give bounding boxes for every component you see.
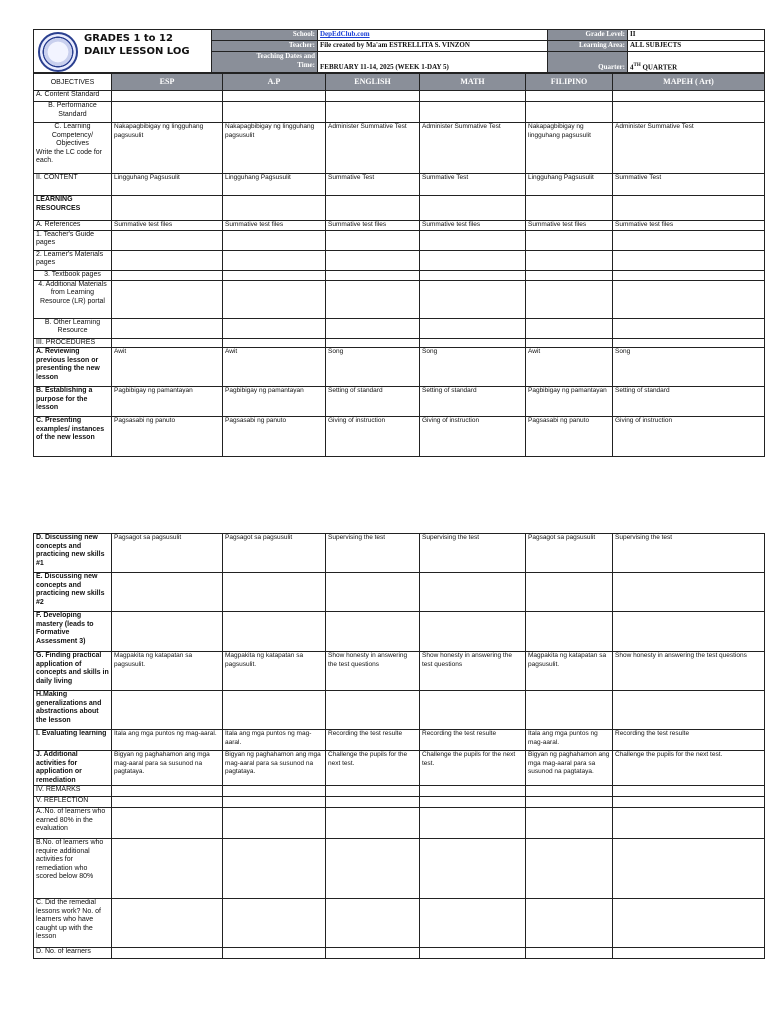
cell-english: Administer Summative Test <box>326 123 420 174</box>
table-row <box>34 417 765 457</box>
cell-esp: Pagbibigay ng pamantayan <box>112 387 223 417</box>
cell-english <box>326 318 420 338</box>
cell-a-p <box>223 797 326 808</box>
table-row <box>34 691 765 730</box>
cell-english: Challenge the pupils for the next test. <box>326 751 420 786</box>
cell-esp: Bigyan ng paghahamon ang mga mag-aaral para sa susunod na pagtataya. <box>112 751 223 786</box>
cell-english: Recording the test resulte <box>326 730 420 751</box>
table-row <box>34 280 765 318</box>
cell-english: Giving of instruction <box>326 417 420 457</box>
lesson-log-page-1 <box>33 29 764 457</box>
cell-filipino <box>526 797 613 808</box>
cell-esp <box>112 250 223 270</box>
cell-mapeh-art <box>613 196 765 221</box>
cell-a-p: Pagsagot sa pagsusulit <box>223 534 326 573</box>
row-label-h-making-generalizations-and-abstraction: H.Making generalizations and abstractions about the lesson <box>34 691 112 730</box>
cell-math <box>420 786 526 797</box>
row-label-f-developing-mastery-leads-to-formative-: F. Developing mastery (leads to Formative Assessment 3) <box>34 612 112 652</box>
row-label-learning-resources: LEARNING RESOURCES <box>34 196 112 221</box>
cell-a-p <box>223 318 326 338</box>
cell-a-p: Lingguhang Pagsusulit <box>223 174 326 196</box>
cell-mapeh-art <box>613 797 765 808</box>
cell-filipino <box>526 318 613 338</box>
cell-esp <box>112 230 223 250</box>
cell-math <box>420 338 526 348</box>
area-value: ALL SUBJECTS <box>628 41 765 52</box>
cell-filipino <box>526 808 613 839</box>
cell-a-p: Awit <box>223 348 326 387</box>
subject-header-esp: ESP <box>112 74 223 91</box>
cell-filipino: Pagsagot sa pagsusulit <box>526 534 613 573</box>
table-row <box>34 102 765 123</box>
cell-esp: Lingguhang Pagsusulit <box>112 174 223 196</box>
table-row <box>34 612 765 652</box>
row-label-iii-procedures: III. PROCEDURES <box>34 338 112 348</box>
cell-english <box>326 948 420 959</box>
cell-mapeh-art <box>613 338 765 348</box>
cell-math: Setting of standard <box>420 387 526 417</box>
table-row <box>34 196 765 221</box>
cell-english <box>326 808 420 839</box>
title-line-2: DAILY LESSON LOG <box>84 46 190 57</box>
cell-english <box>326 691 420 730</box>
cell-a-p: Pagbibigay ng pamantayan <box>223 387 326 417</box>
cell-math: Recording the test resulte <box>420 730 526 751</box>
cell-filipino: Magpakita ng katapatan sa pagsusulit. <box>526 652 613 691</box>
cell-english <box>326 839 420 899</box>
cell-mapeh-art <box>613 839 765 899</box>
table-row <box>34 123 765 174</box>
cell-esp <box>112 573 223 612</box>
cell-english <box>326 196 420 221</box>
cell-mapeh-art: Supervising the test <box>613 534 765 573</box>
row-label-1-teacher-s-guide-pages: 1. Teacher's Guide pages <box>34 230 112 250</box>
cell-esp <box>112 612 223 652</box>
cell-a-p <box>223 573 326 612</box>
cell-mapeh-art <box>613 230 765 250</box>
cell-math <box>420 612 526 652</box>
cell-math <box>420 691 526 730</box>
cell-math <box>420 250 526 270</box>
cell-a-p: Summative test files <box>223 221 326 231</box>
cell-math: Giving of instruction <box>420 417 526 457</box>
cell-esp <box>112 839 223 899</box>
cell-filipino <box>526 948 613 959</box>
table-row <box>34 250 765 270</box>
table-row <box>34 534 765 573</box>
cell-math: Challenge the pupils for the next test. <box>420 751 526 786</box>
cell-filipino: Nakapagbibigay ng lingguhang pagsusulit <box>526 123 613 174</box>
cell-english <box>326 280 420 318</box>
cell-filipino: Bigyan ng paghahamon ang mga mag-aaral para sa susunod na pagtataya. <box>526 751 613 786</box>
cell-esp <box>112 808 223 839</box>
cell-math <box>420 230 526 250</box>
cell-esp <box>112 318 223 338</box>
cell-english: Summative Test <box>326 174 420 196</box>
cell-english: Setting of standard <box>326 387 420 417</box>
cell-filipino <box>526 102 613 123</box>
table-row <box>34 899 765 948</box>
cell-math <box>420 318 526 338</box>
cell-english <box>326 91 420 102</box>
cell-esp <box>112 196 223 221</box>
row-label-g-finding-practical-application-of-conce: G. Finding practical application of concepts and skills in daily living <box>34 652 112 691</box>
cell-english: Show honesty in answering the test questions <box>326 652 420 691</box>
cell-mapeh-art <box>613 250 765 270</box>
row-label-a-references: A. References <box>34 221 112 231</box>
row-label-c-presenting-examples-instances-of-the-n: C. Presenting examples/ instances of the new lesson <box>34 417 112 457</box>
cell-esp <box>112 797 223 808</box>
row-label-b-no-of-learners-who-require-additional-: B.No. of learners who require additional activities for remediation who scored below 80% <box>34 839 112 899</box>
cell-english <box>326 230 420 250</box>
table-row <box>34 652 765 691</box>
cell-filipino: Itala ang mga puntos ng mag-aaral. <box>526 730 613 751</box>
title-block <box>34 30 212 73</box>
cell-mapeh-art <box>613 691 765 730</box>
table-row <box>34 318 765 338</box>
row-label-i-evaluating-learning: I. Evaluating learning <box>34 730 112 751</box>
cell-a-p <box>223 91 326 102</box>
row-label-c-learning-competency-objectives: C. Learning Competency/ Objectives Write the LC code for each. <box>34 123 112 174</box>
quarter-value: 4TH QUARTER <box>628 52 765 73</box>
table-row <box>34 786 765 797</box>
cell-math <box>420 573 526 612</box>
row-label-j-additional-activities-for-application-: J. Additional activities for application or remediation <box>34 751 112 786</box>
cell-a-p: Magpakita ng katapatan sa pagsusulit. <box>223 652 326 691</box>
cell-a-p: Itala ang mga puntos ng mag-aaral. <box>223 730 326 751</box>
cell-english <box>326 102 420 123</box>
objectives-header: OBJECTIVES <box>34 74 112 91</box>
cell-filipino: Lingguhang Pagsusulit <box>526 174 613 196</box>
cell-filipino: Summative test files <box>526 221 613 231</box>
table-row <box>34 230 765 250</box>
cell-english <box>326 338 420 348</box>
row-label-a-reviewing-previous-lesson-or-presentin: A. Reviewing previous lesson or presenting the new lesson <box>34 348 112 387</box>
cell-mapeh-art: Setting of standard <box>613 387 765 417</box>
cell-english: Supervising the test <box>326 534 420 573</box>
cell-esp: Nakapagbibigay ng lingguhang pagsusulit <box>112 123 223 174</box>
row-label-c-did-the-remedial-lessons-work-no-of-le: C. Did the remedial lessons work? No. of learners who have caught up with the lesson <box>34 899 112 948</box>
cell-a-p <box>223 230 326 250</box>
cell-esp <box>112 786 223 797</box>
dates-label: Teaching Dates and Time: <box>212 52 318 73</box>
table-row <box>34 338 765 348</box>
cell-math <box>420 948 526 959</box>
cell-filipino <box>526 839 613 899</box>
cell-esp: Magpakita ng katapatan sa pagsusulit. <box>112 652 223 691</box>
lesson-log-page-2 <box>33 533 764 959</box>
school-link[interactable]: DepEdClub.com <box>320 30 370 38</box>
lesson-table-part-2 <box>33 533 765 959</box>
table-row <box>34 808 765 839</box>
cell-filipino: Pagsasabi ng panuto <box>526 417 613 457</box>
cell-a-p: Bigyan ng paghahamon ang mga mag-aaral para sa susunod na pagtataya. <box>223 751 326 786</box>
cell-filipino <box>526 270 613 280</box>
cell-math <box>420 839 526 899</box>
grade-value: II <box>628 30 765 41</box>
table-row <box>34 948 765 959</box>
cell-mapeh-art <box>613 948 765 959</box>
cell-esp: Pagsasabi ng panuto <box>112 417 223 457</box>
cell-mapeh-art: Summative Test <box>613 174 765 196</box>
dates-value: FEBRUARY 11-14, 2025 (WEEK 1-DAY 5) <box>318 52 548 73</box>
cell-mapeh-art <box>613 899 765 948</box>
subject-header-english: ENGLISH <box>326 74 420 91</box>
row-label-d-no-of-learners: D. No. of learners <box>34 948 112 959</box>
table-row <box>34 730 765 751</box>
cell-mapeh-art: Challenge the pupils for the next test. <box>613 751 765 786</box>
cell-english: Summative test files <box>326 221 420 231</box>
row-label-a-content-standard: A. Content Standard <box>34 91 112 102</box>
cell-math <box>420 102 526 123</box>
cell-a-p: Nakapagbibigay ng lingguhang pagsusulit <box>223 123 326 174</box>
cell-a-p <box>223 250 326 270</box>
cell-filipino <box>526 899 613 948</box>
cell-a-p <box>223 691 326 730</box>
school-label: School: <box>212 30 318 41</box>
cell-a-p <box>223 948 326 959</box>
cell-math <box>420 270 526 280</box>
cell-mapeh-art <box>613 612 765 652</box>
cell-a-p <box>223 196 326 221</box>
cell-mapeh-art: Administer Summative Test <box>613 123 765 174</box>
row-label-iv-remarks: IV. REMARKS <box>34 786 112 797</box>
table-row <box>34 839 765 899</box>
deped-seal-logo <box>38 32 78 72</box>
cell-mapeh-art <box>613 318 765 338</box>
cell-a-p <box>223 786 326 797</box>
cell-mapeh-art <box>613 91 765 102</box>
table-row <box>34 174 765 196</box>
cell-english <box>326 270 420 280</box>
cell-filipino <box>526 338 613 348</box>
cell-a-p <box>223 338 326 348</box>
cell-mapeh-art: Summative test files <box>613 221 765 231</box>
cell-esp <box>112 948 223 959</box>
cell-esp: Itala ang mga puntos ng mag-aaral. <box>112 730 223 751</box>
row-label-b-other-learning-resource: B. Other Learning Resource <box>34 318 112 338</box>
cell-math: Summative Test <box>420 174 526 196</box>
cell-filipino <box>526 280 613 318</box>
cell-esp <box>112 102 223 123</box>
cell-esp <box>112 338 223 348</box>
cell-a-p <box>223 839 326 899</box>
cell-math: Song <box>420 348 526 387</box>
cell-filipino <box>526 196 613 221</box>
cell-filipino <box>526 250 613 270</box>
cell-filipino <box>526 691 613 730</box>
cell-a-p <box>223 808 326 839</box>
cell-esp: Pagsagot sa pagsusulit <box>112 534 223 573</box>
cell-mapeh-art: Song <box>613 348 765 387</box>
area-label: Learning Area: <box>548 41 628 52</box>
cell-filipino: Pagbibigay ng pamantayan <box>526 387 613 417</box>
row-label-b-establishing-a-purpose-for-the-lesson: B. Establishing a purpose for the lesson <box>34 387 112 417</box>
table-row <box>34 387 765 417</box>
title-line-1: GRADES 1 to 12 <box>84 33 173 44</box>
cell-a-p <box>223 612 326 652</box>
cell-mapeh-art <box>613 786 765 797</box>
cell-math <box>420 808 526 839</box>
cell-mapeh-art <box>613 102 765 123</box>
cell-math: Administer Summative Test <box>420 123 526 174</box>
subject-header-mapeh-art: MAPEH ( Art) <box>613 74 765 91</box>
row-label-4-additional-materials-from-learning-res: 4. Additional Materials from Learning Resource (LR) portal <box>34 280 112 318</box>
table-row <box>34 270 765 280</box>
cell-esp <box>112 91 223 102</box>
subject-header-math: MATH <box>420 74 526 91</box>
header-table <box>33 29 765 73</box>
cell-english: Song <box>326 348 420 387</box>
cell-math <box>420 196 526 221</box>
cell-mapeh-art: Show honesty in answering the test questions <box>613 652 765 691</box>
cell-filipino <box>526 612 613 652</box>
cell-filipino: Awit <box>526 348 613 387</box>
row-label-ii-content: II. CONTENT <box>34 174 112 196</box>
cell-math: Supervising the test <box>420 534 526 573</box>
cell-mapeh-art <box>613 270 765 280</box>
cell-filipino <box>526 786 613 797</box>
cell-a-p <box>223 280 326 318</box>
cell-mapeh-art <box>613 280 765 318</box>
grade-label: Grade Level: <box>548 30 628 41</box>
cell-esp <box>112 899 223 948</box>
cell-english <box>326 797 420 808</box>
cell-a-p <box>223 899 326 948</box>
cell-english <box>326 612 420 652</box>
lesson-table-part-1 <box>33 73 765 457</box>
cell-math: Show honesty in answering the test questions <box>420 652 526 691</box>
row-label-3-textbook-pages: 3. Textbook pages <box>34 270 112 280</box>
cell-a-p <box>223 102 326 123</box>
cell-mapeh-art: Recording the test resulte <box>613 730 765 751</box>
cell-esp: Awit <box>112 348 223 387</box>
cell-filipino <box>526 573 613 612</box>
table-row <box>34 348 765 387</box>
cell-a-p: Pagsasabi ng panuto <box>223 417 326 457</box>
cell-filipino <box>526 91 613 102</box>
cell-math <box>420 91 526 102</box>
row-label-d-discussing-new-concepts-and-practicing: D. Discussing new concepts and practicing new skills #1 <box>34 534 112 573</box>
row-label-a-no-of-learners-who-earned-80-in-the-ev: A..No. of learners who earned 80% in the evaluation <box>34 808 112 839</box>
subject-header-filipino: FILIPINO <box>526 74 613 91</box>
table-row <box>34 797 765 808</box>
cell-english <box>326 250 420 270</box>
quarter-label: Quarter: <box>548 52 628 73</box>
cell-mapeh-art <box>613 573 765 612</box>
teacher-value: File created by Ma'am ESTRELLITA S. VINZON <box>318 41 548 52</box>
cell-english <box>326 786 420 797</box>
row-label-b-performance-standard: B. Performance Standard <box>34 102 112 123</box>
row-label-e-discussing-new-concepts-and-practicing: E. Discussing new concepts and practicing new skills #2 <box>34 573 112 612</box>
cell-english <box>326 899 420 948</box>
table-row <box>34 573 765 612</box>
cell-esp <box>112 691 223 730</box>
cell-mapeh-art: Giving of instruction <box>613 417 765 457</box>
table-row <box>34 221 765 231</box>
cell-math <box>420 280 526 318</box>
row-label-v-reflection: V. REFLECTION <box>34 797 112 808</box>
table-row <box>34 751 765 786</box>
cell-esp <box>112 280 223 318</box>
cell-a-p <box>223 270 326 280</box>
teacher-label: Teacher: <box>212 41 318 52</box>
cell-math <box>420 899 526 948</box>
cell-math: Summative test files <box>420 221 526 231</box>
cell-esp: Summative test files <box>112 221 223 231</box>
table-row <box>34 91 765 102</box>
cell-mapeh-art <box>613 808 765 839</box>
cell-english <box>326 573 420 612</box>
subject-header-a-p: A.P <box>223 74 326 91</box>
row-label-2-learner-s-materials-pages: 2. Learner's Materials pages <box>34 250 112 270</box>
cell-esp <box>112 270 223 280</box>
cell-filipino <box>526 230 613 250</box>
cell-math <box>420 797 526 808</box>
